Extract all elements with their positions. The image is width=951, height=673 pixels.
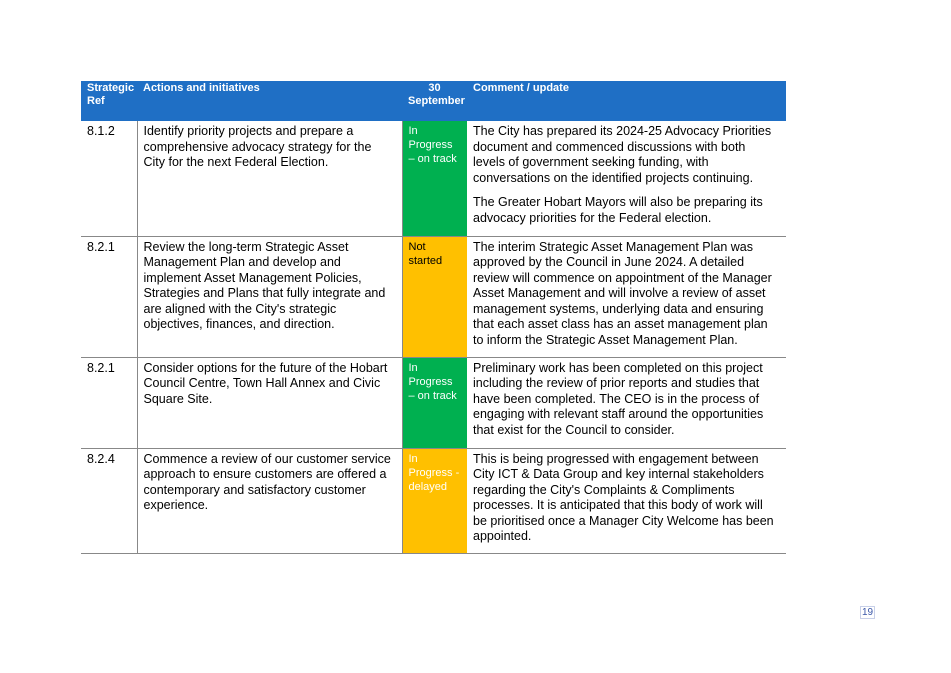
- row-action: Review the long-term Strategic Asset Management Plan and develop and implement Asset Management Policies, Strategies and Plans that fully integrate and are aligned with the City's strategic objectives, finances, and direction.: [137, 236, 402, 357]
- row-action: Identify priority projects and prepare a comprehensive advocacy strategy for the City for the next Federal Election.: [137, 121, 402, 236]
- row-ref: 8.1.2: [81, 121, 137, 236]
- progress-table: [81, 81, 786, 554]
- row-action: Consider options for the future of the Hobart Council Centre, Town Hall Annex and Civic Square Site.: [137, 357, 402, 448]
- table-header-row: [81, 81, 786, 121]
- status-badge: In Progress – on track: [402, 121, 467, 236]
- header-actions: Actions and initiatives: [137, 81, 402, 121]
- row-comment: [467, 236, 786, 357]
- table-row: [81, 121, 786, 236]
- comment-paragraph: The interim Strategic Asset Management Plan was approved by the Council in June 2024. A detailed review will commence on appointment of the Manager Asset Management and will involve a review of asset management systems, underlying data and ensuring that each asset class has an asset management plan to inform the Strategic Asset Management Plan.: [473, 239, 772, 347]
- row-comment: [467, 357, 786, 448]
- header-strategic-ref: Strategic Ref: [81, 81, 137, 121]
- table-row: [81, 236, 786, 357]
- status-badge: Not started: [402, 236, 467, 357]
- comment-paragraph: The Greater Hobart Mayors will also be preparing its advocacy priorities for the Federal election.: [473, 195, 763, 225]
- header-comment: Comment / update: [467, 81, 786, 121]
- comment-paragraph: Preliminary work has been completed on this project including the review of prior reports and studies that have been completed. The CEO is in the process of engaging with relevant staff around the opportunities that exist for the Council to consider.: [473, 360, 764, 437]
- row-ref: 8.2.4: [81, 448, 137, 553]
- comment-paragraph: This is being progressed with engagement between City ICT & Data Group and key internal stakeholders regarding the City's Complaints & Compliments processes. It is anticipated that this body of work will be prioritised once a Manager City Welcome has been appointed.: [473, 451, 774, 543]
- header-date: 30 September: [402, 81, 467, 121]
- row-ref: 8.2.1: [81, 236, 137, 357]
- table-row: [81, 357, 786, 448]
- status-badge: In Progress - delayed: [402, 448, 467, 553]
- status-badge: In Progress – on track: [402, 357, 467, 448]
- row-comment: [467, 448, 786, 553]
- row-ref: 8.2.1: [81, 357, 137, 448]
- progress-table-container: [81, 81, 786, 554]
- comment-paragraph: The City has prepared its 2024-25 Advocacy Priorities document and commenced discussions with both levels of government seeking funding, with conversations on the identified projects continuing.: [473, 124, 772, 185]
- page-number: 19: [862, 607, 874, 618]
- row-comment: [467, 121, 786, 236]
- table-row: [81, 448, 786, 553]
- row-action: Commence a review of our customer service approach to ensure customers are offered a contemporary and satisfactory customer experience.: [137, 448, 402, 553]
